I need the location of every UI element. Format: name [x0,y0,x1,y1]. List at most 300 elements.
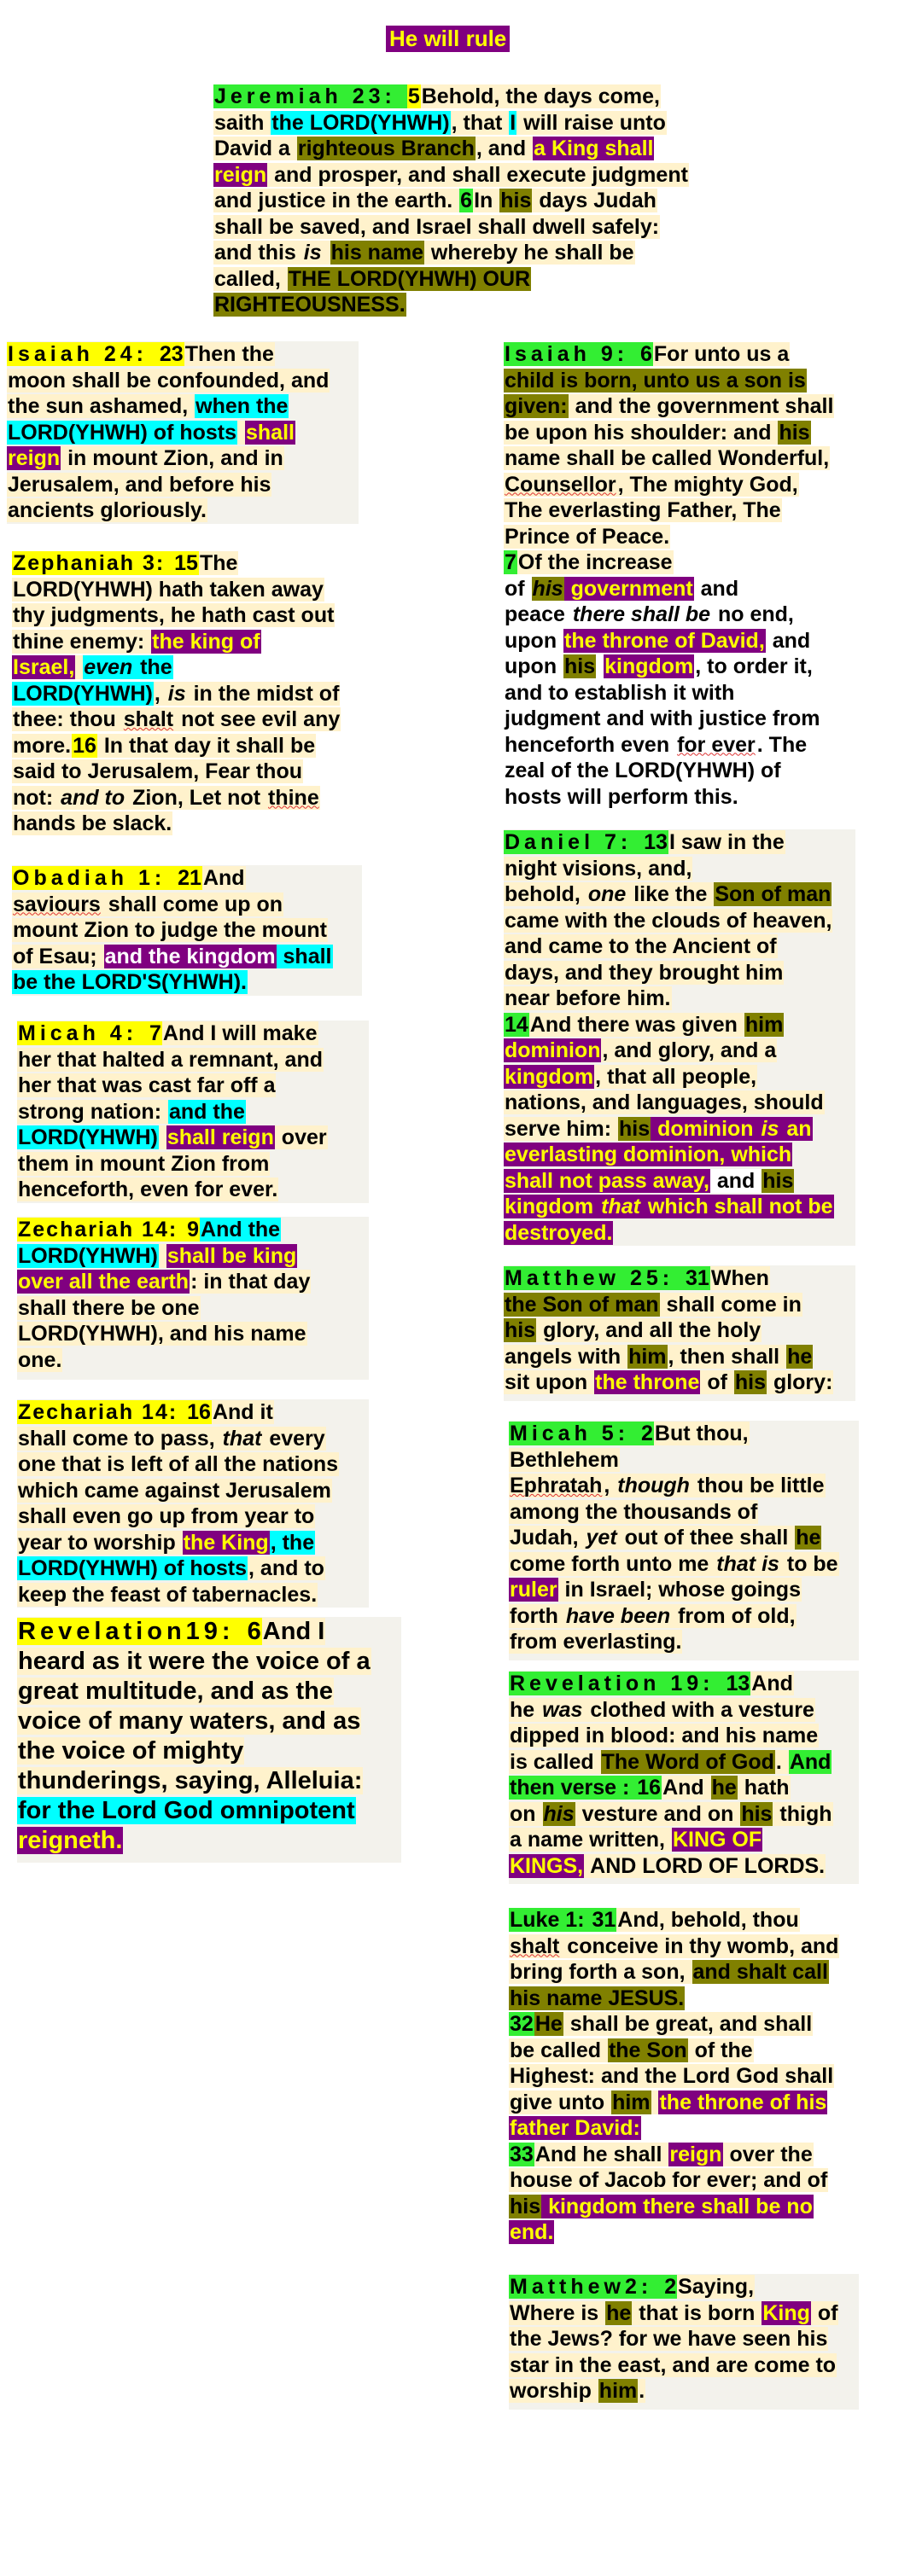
verse-text-run: shall not pass away, [505,1168,709,1193]
verse-text-run: Saying, [678,2275,755,2299]
verse-line [509,2326,859,2352]
verse-text-run: then verse : [510,1776,636,1800]
verse-text-run: And [789,1749,832,1774]
verse-text-run: hands be slack. [13,811,172,835]
verse-text-run: voice of many waters, and as [18,1707,361,1735]
verse-text-run: destroyed. [505,1220,613,1245]
verse-reference: Matthew 25: [505,1266,685,1290]
verse-text-run: his [505,1318,536,1342]
verse-text-run: I saw in the [668,830,785,854]
verse-line [213,110,689,137]
verse-line [509,2038,839,2064]
verse-text-run: come forth unto me [510,1551,715,1576]
verse-text-run: 16 [637,1776,662,1800]
verse-text-run: and the government shall [569,394,834,418]
verse-text-run: in the midst of [187,681,340,706]
verse-line [17,1399,369,1426]
verse-line [12,681,341,707]
verse-text-run: shall [277,944,332,968]
verse-reference: Revelation19: [18,1618,246,1645]
verse-line [504,706,834,732]
verse-line [17,1677,401,1707]
verse-text-run: for ever [677,732,756,757]
verse-line [504,1292,855,1318]
verse-text-run: days Judah [533,189,656,212]
verse-text-run: given: [505,394,568,418]
verse-block-matthew-2 [509,2274,859,2410]
verse-text-run: reigneth. [18,1827,123,1854]
verse-line [509,1775,859,1801]
verse-text-run: peace [505,602,571,626]
verse-text-run: days, and they brought him [505,960,784,985]
verse-text-run: and [694,576,739,601]
verse-text-run: angels with [505,1344,627,1369]
verse-text-run: and [710,1168,762,1193]
verse-text-run: like the [627,882,714,906]
verse-block-obadiah-1 [12,865,362,996]
verse-text-run: his [564,654,596,678]
verse-text-run: 7 [149,1021,161,1045]
verse-text-run: of [811,2300,838,2325]
verse-line [504,1116,855,1143]
verse-line [509,1671,859,1697]
verse-text-run: dominion [505,1038,601,1062]
verse-text-run: end. [510,2220,554,2244]
verse-text-run: give unto [510,2090,611,2114]
verse-line [17,1243,369,1270]
verse-text-run: kingdom [505,1064,594,1089]
verse-line [504,908,855,934]
verse-text-run: KINGS, [510,1853,584,1878]
verse-text-run: Son of man [715,882,832,906]
verse-text-run: The everlasting Father, The [505,498,781,522]
verse-text-run: ruler [510,1578,557,1602]
verse-text-run: Behold, the days come, [421,84,660,108]
verse-text-run: shall be saved, and Israel shall dwell safely: [214,214,660,239]
verse-line [213,84,689,110]
verse-text-run: 13 [726,1672,750,1695]
verse-text-run: hosts will perform this. [505,784,738,809]
verse-text-run: 2 [640,1422,653,1445]
verse-line [504,1220,855,1247]
verse-line [509,1853,859,1880]
verse-text-run: every [263,1426,325,1451]
verse-text-run: have been [565,1603,671,1628]
verse-line [12,785,341,811]
verse-line [509,1629,859,1655]
verse-line [509,1473,859,1499]
verse-text-run: 6 [247,1618,261,1645]
verse-line [12,707,341,733]
verse-text-run: shall reign [166,1125,274,1149]
verse-line [504,393,834,420]
verse-text-run: them in mount Zion from [18,1151,270,1176]
verse-text-run: kingdom [505,1195,600,1218]
verse-line [17,1347,369,1374]
verse-text-run: RIGHTEOUSNESS. [214,293,406,317]
verse-text-run: and this [214,241,302,265]
verse-line [17,1736,401,1766]
verse-text-run: was [542,1697,583,1722]
verse-line [509,2011,839,2038]
verse-text-run: came with the clouds of heaven, [505,908,832,933]
verse-line [17,1766,401,1796]
verse-block-zephaniah-3 [12,550,341,837]
verse-text-run: that [222,1426,262,1451]
verse-line [504,933,855,960]
verse-text-run: In [474,189,499,212]
verse-line [213,240,689,266]
verse-line [504,628,834,654]
verse-text-run: Bethlehem [510,1447,619,1472]
verse-text-run: Ephratah [510,1474,603,1497]
verse-text-run: the Jews? for we have seen his [510,2327,828,2351]
verse-text-run: of [701,1370,733,1394]
verse-line [509,2300,859,2327]
verse-line [213,214,689,241]
verse-text-run: , and [476,137,533,160]
verse-line [509,1421,859,1447]
verse-text-run: zeal of the LORD(YHWH) of [505,759,781,782]
verse-text-run: bring forth a son, [510,1960,692,1984]
verse-block-revelation-19-6 [17,1617,401,1863]
verse-text-run: and justice in the earth. [214,189,459,212]
verse-line [17,1426,369,1452]
verse-text-run: a King shall [534,137,654,160]
verse-line [504,1038,855,1064]
verse-text-run: that is born [633,2300,762,2325]
verse-line [504,1194,855,1220]
verse-line [504,881,855,908]
verse-text-run: not see evil any [175,707,341,731]
verse-text-run: reign [669,2142,722,2166]
verse-line [17,1125,369,1151]
verse-text-run: in mount Zion, and in [61,446,283,470]
verse-text-run: the throne of his [659,2090,827,2114]
verse-text-run: among the thousands of [510,1499,758,1524]
page-title: He will rule [386,26,510,52]
verse-line [509,2378,859,2404]
verse-text-run: shall even go up from year to [18,1504,315,1528]
verse-text-run: there shall be [572,602,711,626]
verse-text-run: is called [510,1749,600,1774]
verse-line [504,550,834,576]
verse-text-run: of the [688,2038,753,2062]
verse-text-run: LORD(YHWH) hath taken away [13,577,324,602]
verse-text-run: And he shall [534,2142,668,2166]
verse-text-run: And it [212,1400,273,1424]
verse-text-run: his [510,2194,541,2218]
verse-line [12,654,341,681]
verse-text-run: , then shall [668,1344,786,1369]
verse-text-run: And I will make [162,1021,318,1045]
verse-text-run [237,421,245,445]
verse-reference: Isaiah 9: [505,342,639,366]
verse-line [213,188,689,214]
verse-text-run: from everlasting. [510,1630,682,1654]
verse-text-run: , the [270,1530,315,1555]
verse-line [509,1697,859,1724]
verse-text-run: one that is left of all the nations [18,1452,339,1476]
verse-text-run: LORD(YHWH) [13,681,153,706]
verse-text-run: which shall not be [641,1195,833,1218]
verse-text-run: in Israel; whose goings [558,1578,801,1602]
verse-reference: Isaiah 24: [8,342,158,366]
verse-text-run: the king of [152,629,260,654]
verse-line [504,1344,855,1370]
verse-line [509,1986,839,2012]
verse-line [509,1723,859,1749]
verse-text-run: one. [18,1347,62,1372]
verse-line [509,2063,839,2090]
verse-text-run: , that [451,110,509,135]
verse-text-run: he [510,1697,541,1722]
verse-line [12,629,341,655]
verse-text-run: henceforth, even for ever. [18,1178,278,1201]
verse-text-run: LORD(YHWH) [18,1243,158,1268]
verse-text-run: ancients gloriously. [8,498,207,522]
verse-text-run: night visions, and, [505,856,692,881]
verse-block-daniel-7 [504,829,855,1246]
verse-text-run: his [543,1801,575,1826]
verse-line [509,2194,839,2220]
verse-text-run: over the [723,2142,813,2166]
verse-line [504,1012,855,1038]
verse-line [213,292,689,318]
verse-text-run: from of old, [672,1603,796,1628]
verse-block-revelation-19-13 [509,1671,859,1884]
verse-reference: Micah 5: [510,1422,639,1445]
verse-reference: Zechariah 14: [18,1218,186,1241]
verse-text-run: great multitude, and as the [18,1678,333,1705]
verse-line [17,1826,401,1856]
verse-line [7,368,359,394]
verse-line [509,1749,859,1776]
verse-text-run: , to order it, [695,654,813,678]
verse-line [509,2274,859,2300]
verse-line [504,1064,855,1090]
verse-text-run: In that day it shall be [97,733,316,758]
verse-text-run: . [639,2379,645,2403]
verse-text-run: 31 [592,1908,616,1932]
verse-text-run: be called [510,2038,607,2062]
verse-line [504,732,834,759]
verse-text-run: Then the [184,342,274,366]
verse-text-run: be upon his shoulder: and [505,420,778,445]
verse-text-run: 33 [510,2142,534,2166]
verse-line [504,524,834,550]
verse-text-run: he [796,1526,821,1550]
verse-text-run: He [534,2012,563,2036]
verse-text-run: When [710,1266,769,1290]
verse-text-run: sit upon [505,1370,594,1394]
verse-block-micah-4 [17,1021,369,1203]
verse-line [504,576,834,602]
verse-text-run: shalt [510,1933,560,1958]
verse-line [509,1499,859,1526]
verse-line [17,1177,369,1203]
verse-text-run: LORD(YHWH) of hosts [8,420,237,445]
verse-text-run: him [744,1012,784,1037]
verse-line [17,1099,369,1125]
verse-text-run: 21 [178,866,201,890]
verse-text-run: 14 [505,1012,528,1037]
verse-line [509,1827,859,1853]
verse-text-run: the Son [608,2038,687,2062]
verse-line [12,892,362,918]
verse-line [17,1217,369,1243]
verse-text-run: thigh [773,1801,832,1826]
verse-text-run: and [766,628,811,653]
verse-text-run: shall be great, and shall [563,2012,813,2036]
verse-text-run: thunderings, saying, Alleluia: [18,1767,363,1794]
verse-text-run: King [762,2300,810,2325]
verse-text-run: Highest: and the Lord God shall [510,2064,834,2088]
verse-text-run: shalt [123,707,174,731]
verse-text-run: and to [61,785,125,810]
verse-line [504,654,834,680]
verse-text-run: called, [214,266,287,291]
verse-reference: Obadiah 1: [13,866,177,890]
verse-text-run: out of thee shall [618,1526,795,1550]
verse-text-run: forth [510,1603,564,1628]
verse-text-run: of [505,576,531,601]
verse-text-run: that is [716,1551,779,1576]
verse-block-isaiah-9 [504,341,834,810]
verse-text-run: his [741,1801,773,1826]
verse-line [504,856,855,882]
verse-line [504,784,834,811]
verse-text-run: father David: [510,2116,640,2140]
verse-text-run: Of the increase [517,550,673,574]
verse-text-run: though [617,1474,690,1497]
verse-text-run: The Word of God [601,1749,774,1774]
verse-text-run: thine enemy: [13,629,151,654]
verse-text-run: the voice of mighty [18,1737,244,1765]
verse-text-run: clothed with a vesture [584,1697,814,1722]
verse-text-run: said to Jerusalem, Fear thou [13,759,302,783]
verse-text-run: his [762,1168,794,1193]
verse-line [7,420,359,446]
verse-text-run: thee: thou [13,707,122,731]
verse-block-isaiah-24 [7,341,359,524]
verse-text-run: saviours [13,892,101,916]
verse-text-run: And the [201,1218,281,1241]
verse-text-run: the sun ashamed, [8,394,195,418]
verse-text-run: 13 [644,830,668,854]
verse-text-run: year to worship [18,1530,182,1555]
verse-line [17,1707,401,1736]
verse-text-run: 7 [505,550,516,574]
verse-line [12,602,341,629]
verse-text-run [159,1244,166,1268]
verse-text-run: righteous Branch [297,137,475,160]
verse-text-run: on [510,1801,542,1826]
verse-line [17,1555,369,1582]
verse-text-run: 6 [640,342,652,366]
verse-text-run: his [734,1370,766,1394]
verse-line [504,680,834,707]
verse-line [17,1295,369,1322]
verse-text-run: and the [168,1099,245,1124]
verse-text-run: him [598,2379,638,2403]
verse-line [17,1478,369,1504]
verse-line [12,733,341,759]
verse-text-run: him [612,2090,651,2114]
verse-text-run: shall there be one [18,1295,200,1320]
verse-text-run: 9 [187,1218,200,1241]
verse-line [509,1801,859,1828]
verse-text-run: him [628,1344,667,1369]
verse-text-run: his [619,1116,651,1141]
verse-text-run: to be [780,1551,838,1576]
verse-line [7,445,359,472]
verse-text-run: his [532,576,563,601]
verse-text-run: reign [8,446,61,470]
verse-block-zechariah-14-9 [17,1217,369,1380]
verse-text-run: the throne of David, [564,628,765,653]
verse-text-run: is [167,681,186,706]
verse-line [504,986,855,1012]
verse-line [17,1617,401,1647]
verse-text-run: whereby he shall be [424,241,634,265]
verse-text-run: and came to the Ancient of [505,934,777,958]
verse-line [504,445,834,472]
verse-text-run: worship [510,2379,598,2403]
verse-line [17,1269,369,1295]
verse-text-run: 31 [686,1266,709,1290]
verse-line [504,420,834,446]
verse-line [509,2090,839,2116]
verse-text-run: and prosper, and shall execute judgment [268,162,688,187]
verse-text-run: glory, and all the holy [537,1318,762,1342]
verse-line [12,550,341,577]
verse-reference: Matthew2: [510,2275,663,2299]
verse-line [504,960,855,986]
verse-reference: Zephaniah 3: [13,551,173,575]
verse-line [7,497,359,524]
verse-text-run: . [775,1749,788,1774]
verse-text-run: his [779,420,810,445]
verse-text-run: he [711,1776,737,1800]
verse-text-run: child is born, unto us a son is [505,368,806,393]
verse-line [213,136,689,162]
verse-line [17,1047,369,1073]
verse-text-run: even [84,655,133,679]
verse-text-run: henceforth even [505,732,676,757]
verse-line [12,811,341,837]
verse-reference: Micah 4: [18,1021,148,1045]
verse-line [504,602,834,628]
verse-text-run: 6 [460,189,473,212]
verse-reference: Luke 1: [510,1908,591,1932]
verse-line [509,2142,839,2168]
verse-text-run: judgment and with justice from [505,707,820,730]
verse-text-run: shall be king [166,1243,297,1268]
verse-text-run: And [202,866,245,890]
verse-line [12,577,341,603]
verse-text-run: Jerusalem, and before his [8,472,271,497]
verse-text-run: strong nation: [18,1099,167,1124]
verse-text-run: David a [214,137,296,160]
verse-text-run: thy judgments, he hath cast out [13,603,335,627]
verse-text-run: moon shall be confounded, and [8,368,330,393]
verse-block-zechariah-14-16 [17,1399,369,1608]
verse-text-run: over all the earth [18,1270,190,1294]
verse-text-run: And [662,1776,710,1800]
verse-text-run: : in that day [190,1270,311,1294]
verse-text-run: will raise unto [517,110,666,135]
